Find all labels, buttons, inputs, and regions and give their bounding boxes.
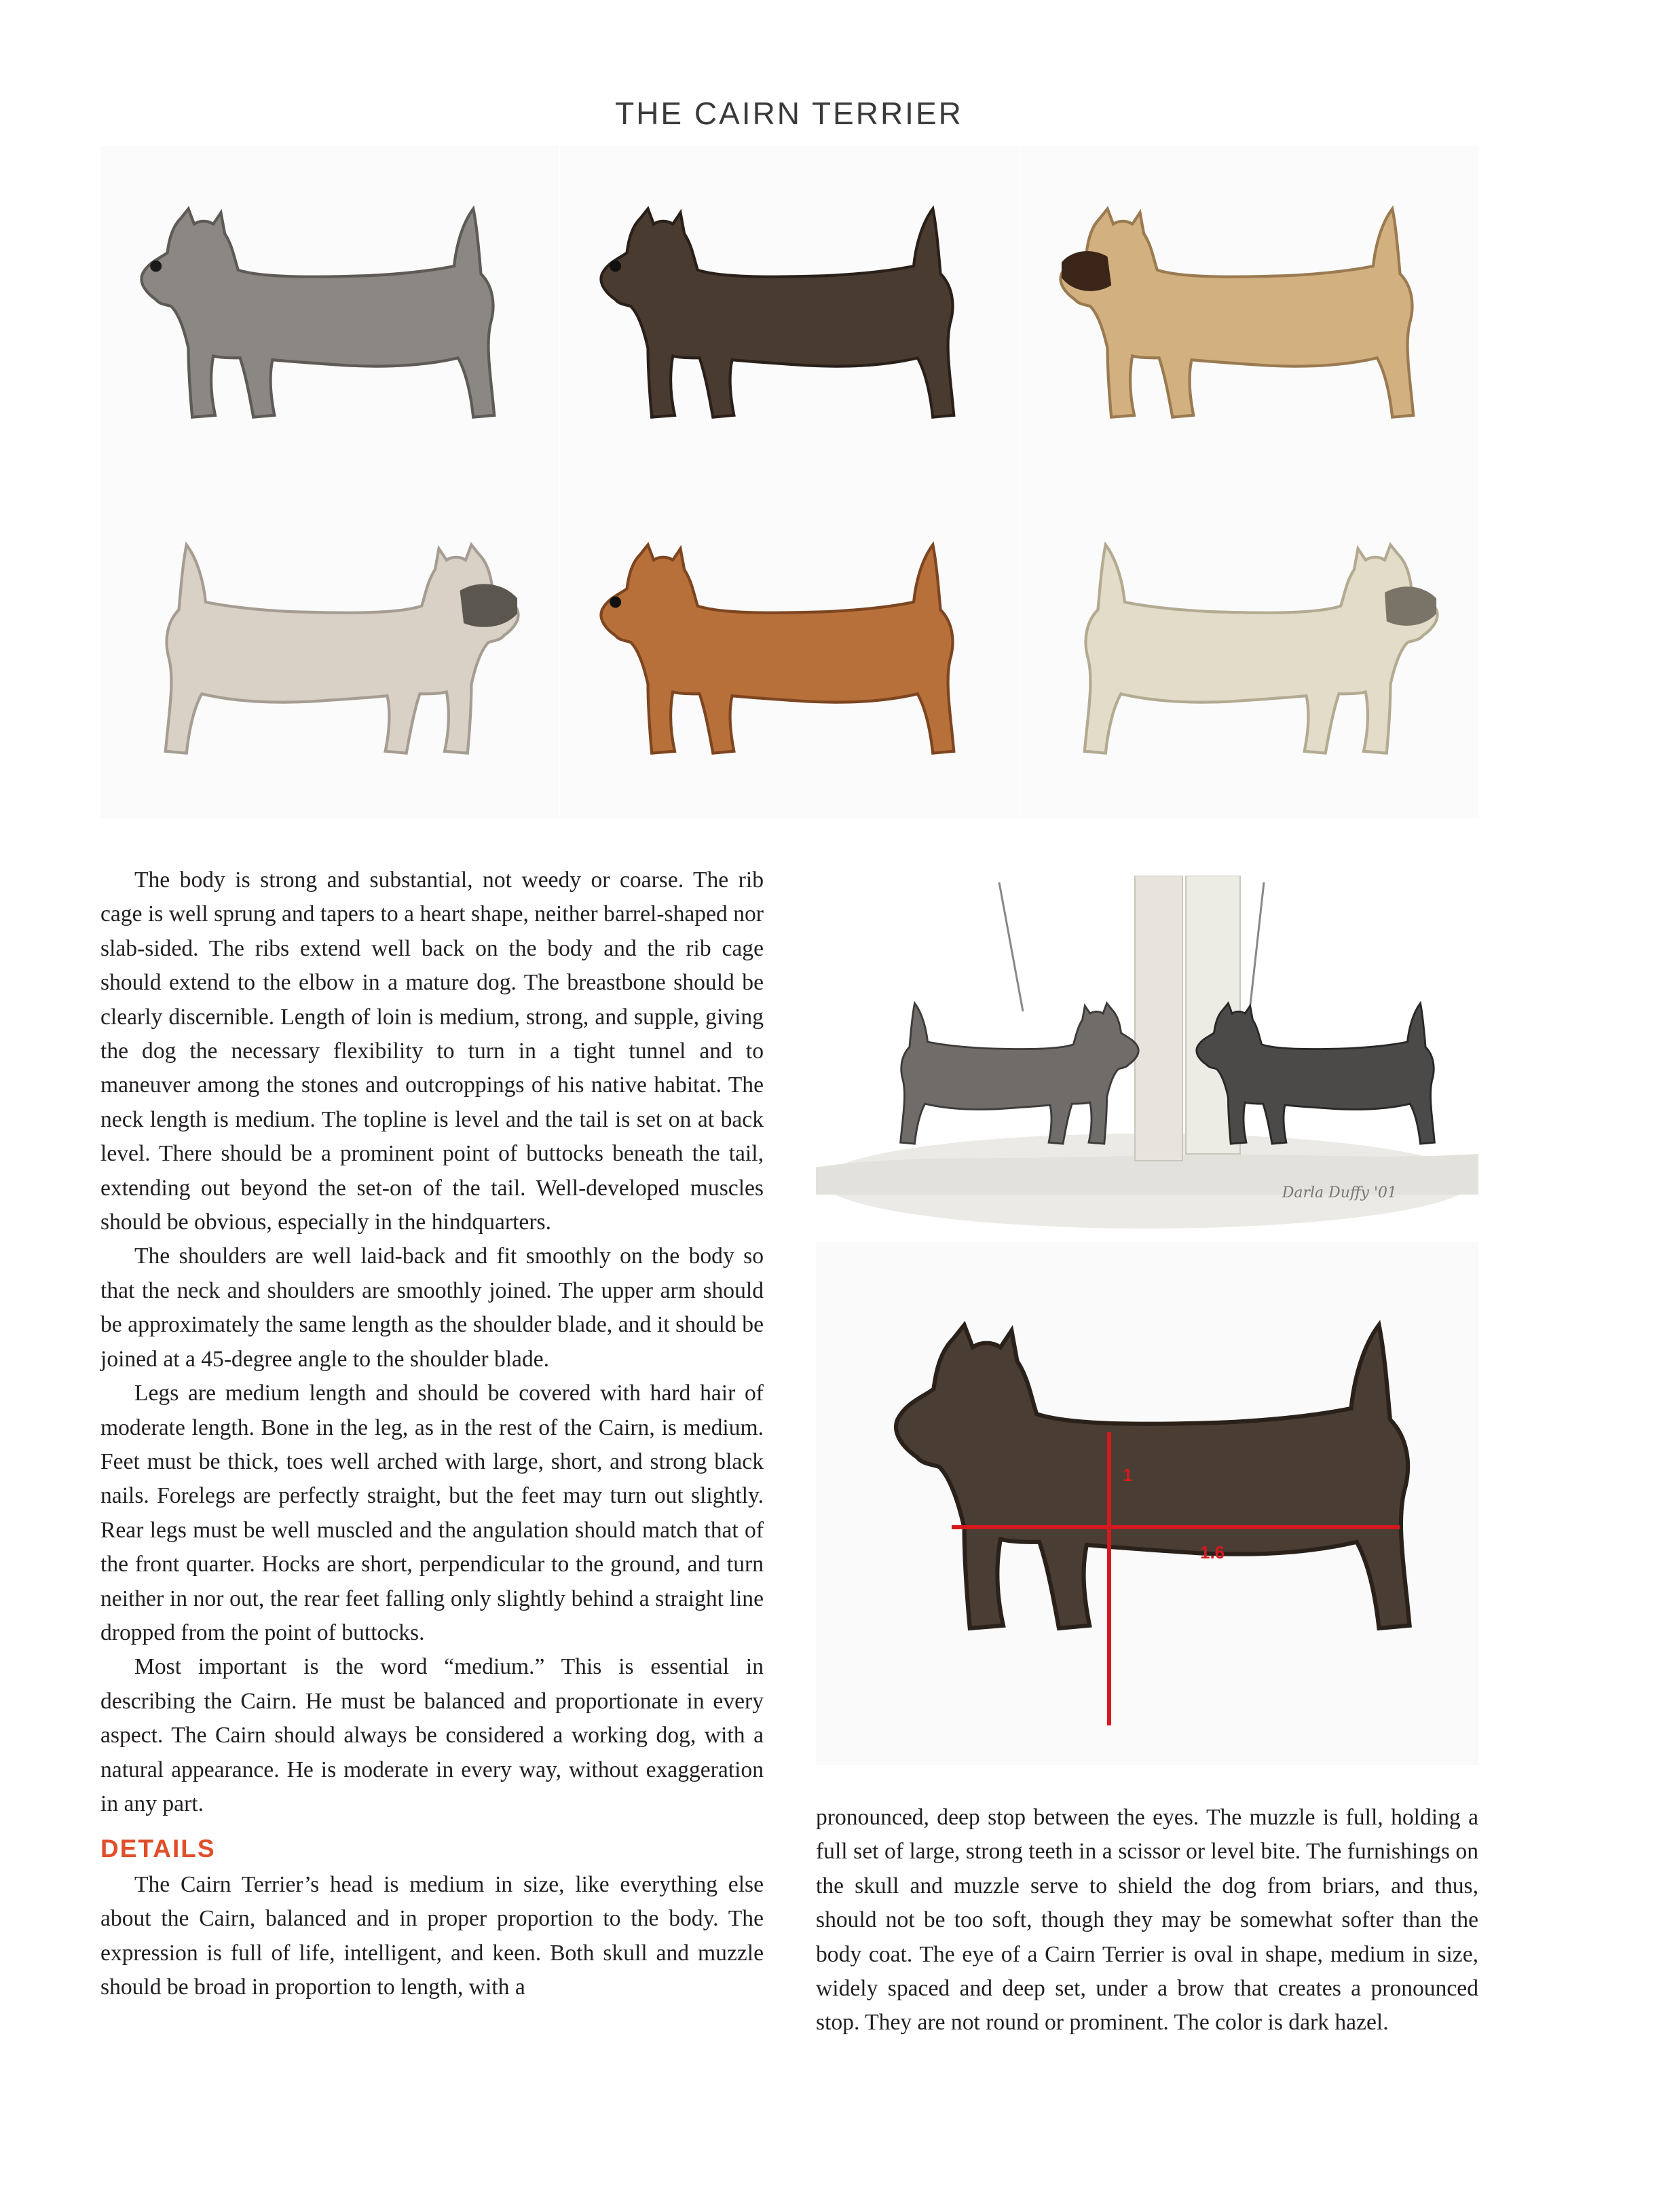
- body-paragraph-2: The shoulders are well laid-back and fit smoothly on the body so that the neck and shoulders are smoothly joined. The upper arm should be approximately the same length as the shoulder blade, and it should be joined at a 45-degree angle to the shoulder blade.: [100, 1243, 764, 1372]
- dog-illustration-wheaten: [1020, 146, 1478, 482]
- details-paragraph: The Cairn Terrier’s head is medium in size, like everything else about the Cairn, balanced and in proper proportion to the body. The expression is full of life, intelligent, and keen. Both skull and muzzle should be broad in proportion to length, with a: [100, 1871, 764, 2000]
- dog-silver-brindle-drawing: [100, 482, 559, 818]
- body-paragraph-3: Legs are medium length and should be covered with hard hair of moderate length. Bone in the leg, as in the rest of the Cairn, is medium. Feet must be thick, toes well arched with large, short, and strong black nails. Forelegs are perfectly straight, but the feet may turn out slightly. Rear legs must be well muscled and the angulation should match that of the front quarter. Hocks are short, perpendicular to the ground, and turn neither in nor out, the rear feet falling only slightly behind a straight line dropped from the point of buttocks.: [100, 1381, 764, 1645]
- dog-illustration-grey: [100, 146, 559, 482]
- show-ring-illustration: [816, 876, 1478, 1229]
- right-paragraph: pronounced, deep stop between the eyes. The muzzle is full, holding a full set of large, strong teeth in a scissor or level bite. The furnishings on the skull and muzzle serve to shield the dog from briars, and thus, should not be too soft, though they may be somewhat softer than the body coat. The eye of a Cairn Terrier is oval in shape, medium in size, widely spaced and deep set, under a brow that creates a pronounced stop. They are not round or prominent. The color is dark hazel.: [816, 1805, 1478, 2036]
- dog-illustration-silver-brindle: [100, 482, 559, 818]
- artist-signature: Darla Duffy '01: [1282, 1184, 1397, 1201]
- body-paragraph-4: Most important is the word “medium.” This is essential in describing the Cairn. He must be balanced and proportionate in every aspect. The Cairn should always be considered a working dog, with a natural appearance. He is moderate in every way, without exaggeration in any part.: [100, 1654, 764, 1816]
- right-text-column: [816, 1801, 1478, 2040]
- left-text-column: [100, 863, 764, 2004]
- dog-illustration-cream: [1020, 482, 1478, 818]
- details-heading: DETAILS: [100, 1835, 216, 1863]
- body-paragraph-1: The body is strong and substantial, not weedy or coarse. The rib cage is well sprung and tapers to a heart shape, neither barrel-shaped nor slab-sided. The ribs extend well back on the body and the rib cage should extend to the elbow in a mature dog. The breastbone should be clearly discernible. Length of loin is medium, strong, and supple, giving the dog the necessary flexibility to turn in a tight tunnel and to maneuver among the stones and outcroppings of his native habitat. The neck length is medium. The topline is level and the tail is set on at back level. There should be a prominent point of buttocks beneath the tail, extending out beyond the set-on of the tail. Well-developed muscles should be obvious, especially in the hindquarters.: [100, 867, 764, 1235]
- dog-illustration-dark-brindle: [560, 146, 1019, 482]
- dog-red-drawing: [560, 482, 1019, 818]
- proportion-drawing: [816, 1242, 1478, 1765]
- dog-wheaten-drawing: [1020, 146, 1478, 482]
- height-ratio-label: 1: [1123, 1465, 1133, 1485]
- show-ring-drawing: [816, 876, 1478, 1229]
- length-ratio-label: 1.6: [1200, 1542, 1225, 1563]
- proportion-illustration: [816, 1242, 1478, 1765]
- running-title: THE CAIRN TERRIER: [615, 96, 963, 131]
- dog-dark-brindle-drawing: [560, 146, 1019, 482]
- coat-color-figure: [100, 146, 1478, 818]
- dog-cream-drawing: [1020, 482, 1478, 818]
- dog-illustration-red: [560, 482, 1019, 818]
- dog-grey-drawing: [100, 146, 559, 482]
